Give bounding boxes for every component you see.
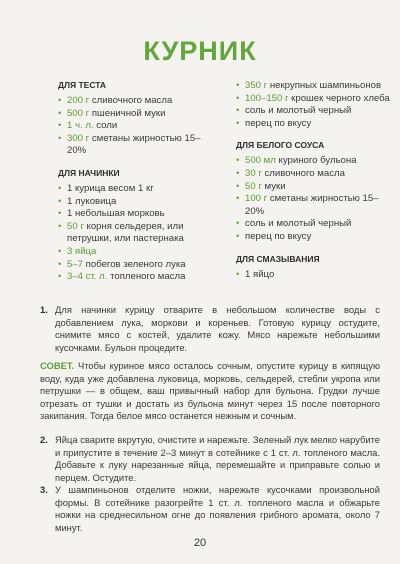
ingredient-item: • 50 г муки bbox=[236, 181, 396, 194]
ingredients-left-column bbox=[58, 80, 218, 294]
ingredient-item: • 350 г некрупных шампиньонов bbox=[236, 80, 396, 93]
section-heading-white-sauce: ДЛЯ БЕЛОГО СОУСА bbox=[236, 140, 325, 151]
ingredient-item: • 200 г сливочного масла bbox=[58, 95, 218, 108]
ingredient-item: • 300 г сметаны жирностью 15–20% bbox=[58, 133, 218, 158]
step-3 bbox=[40, 484, 380, 534]
ingredient-item: • 500 г пшеничной муки bbox=[58, 108, 218, 121]
ingredient-item: • соль и молотый черный bbox=[236, 105, 396, 118]
ingredient-item: • 5–7 побегов зеленого лука bbox=[58, 259, 218, 272]
ingredient-item: • 500 мл куриного бульона bbox=[236, 155, 396, 168]
step-text: Для начинки курицу отварите в небольшом количестве воды с добавлением лука, моркови и кореньев. Готовую курицу остудите, снимите мясо с костей, удалите кожу. Мясо нарежьте небольшими кусочками. Бульон процедите. bbox=[55, 304, 380, 353]
step-text: У шампиньонов отделите ножки, нарежьте кусочками произвольной формы. В сотейнике разогрейте 1 ст. л. топленого масла и обжарьте ножки на среднесильном огне до появления грибного аромата, около 7 минут. bbox=[55, 484, 380, 533]
section-heading-dough: ДЛЯ ТЕСТА bbox=[58, 80, 107, 90]
step-number: 3. bbox=[40, 484, 48, 495]
step-number: 2. bbox=[40, 434, 48, 445]
tip-paragraph bbox=[40, 360, 380, 423]
step-text: Яйца сварите вкрутую, очистите и нарежьте. Зеленый лук мелко нарубите и припустите в течение 2–3 минут в сотейнике с 1 ст. л. топленого масла. Добавьте к луку нарезанные яйца, перемешайте и приправьте солью и перцем. Остудите. bbox=[55, 434, 380, 483]
ingredient-item: • перец по вкусу bbox=[236, 118, 396, 131]
recipe-title: КУРНИК bbox=[143, 36, 257, 66]
ingredient-list-dough bbox=[58, 95, 218, 158]
ingredient-item: • 30 г сливочного масла bbox=[236, 168, 396, 181]
page-number: 20 bbox=[193, 537, 207, 549]
ingredient-item: • 3 яйца bbox=[58, 246, 218, 259]
step-2 bbox=[40, 434, 380, 484]
ingredient-item: • 1 курица весом 1 кг bbox=[58, 183, 218, 196]
step-1 bbox=[40, 304, 380, 354]
tip-label: СОВЕТ. bbox=[40, 360, 75, 371]
ingredient-item: • 50 г корня сельдерея, или петрушки, или пастернака bbox=[58, 221, 218, 246]
ingredient-list-filling bbox=[58, 183, 218, 284]
section-heading-glaze: ДЛЯ СМАЗЫВАНИЯ bbox=[236, 253, 320, 264]
ingredient-item: • 100–150 г крошек черного хлеба bbox=[236, 93, 396, 106]
ingredient-item: • 1 луковица bbox=[58, 196, 218, 209]
step-number: 1. bbox=[40, 304, 48, 315]
ingredient-list-glaze bbox=[236, 269, 396, 282]
ingredient-item: • 1 небольшая морковь bbox=[58, 208, 218, 221]
ingredient-item: • 1 ч. л. соли bbox=[58, 120, 218, 133]
ingredient-item: • перец по вкусу bbox=[236, 231, 396, 244]
ingredient-item: • 100 г сметаны жирностью 15–20% bbox=[236, 193, 396, 218]
ingredients-right-column bbox=[236, 80, 396, 291]
ingredient-list-white-sauce bbox=[236, 155, 396, 243]
ingredient-item: • соль и молотый черный bbox=[236, 218, 396, 231]
section-heading-filling: ДЛЯ НАЧИНКИ bbox=[58, 167, 120, 178]
ingredient-item: • 1 яйцо bbox=[236, 269, 396, 282]
ingredient-item: • 3–4 ст. л. топленого масла bbox=[58, 271, 218, 284]
tip-text: Чтобы куриное мясо осталось сочным, опустите курицу в кипящую воду, куда уже добавлена луковица, морковь, сельдерей, стебли укропа или петрушки — в общем, ваш привычный набор для бульона. Грудки лучше отрезать от тушки и достать из бульона минут через 15 после повторного закипания. Тогда белое мясо останется нежным и сочным. bbox=[40, 360, 380, 422]
ingredient-list-filling-continued bbox=[236, 80, 396, 130]
